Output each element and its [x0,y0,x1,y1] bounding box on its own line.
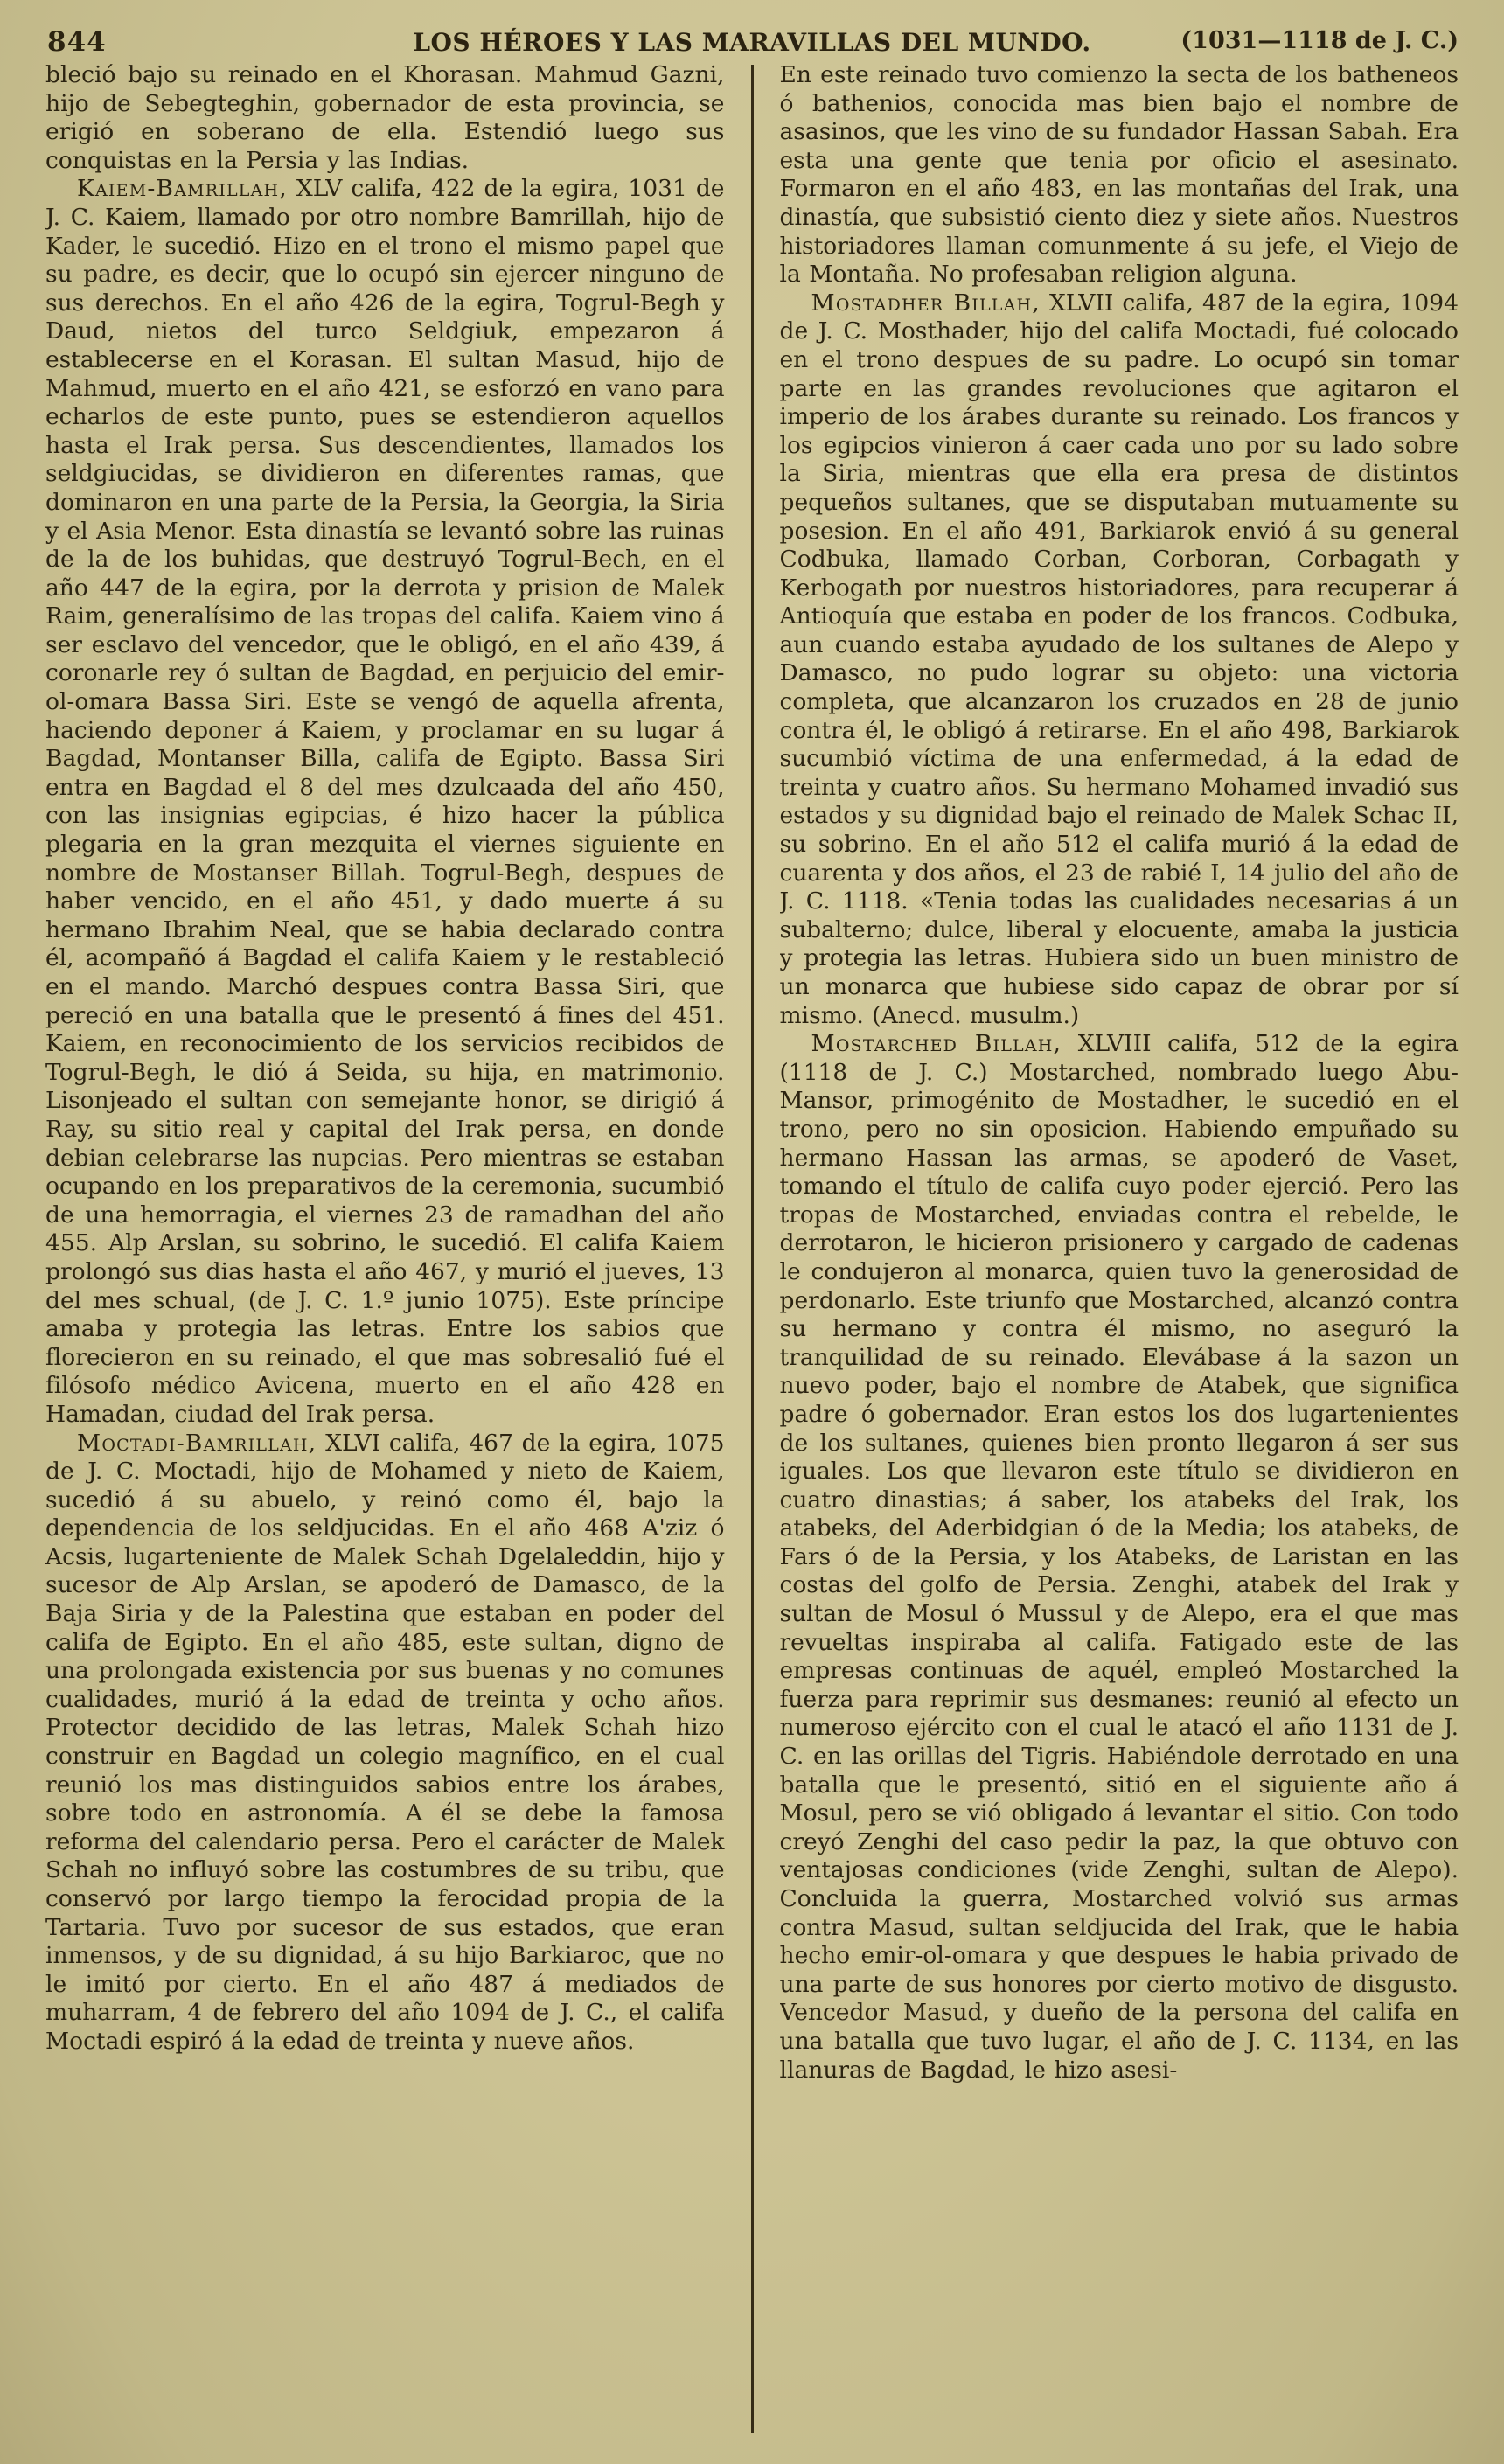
column-divider [751,65,754,2433]
entry-name: Mostadher Billah, [811,289,1041,317]
paragraph-text: En este reinado tuvo comienzo la secta de los batheneos ó bathenios, conocida mas bien bajo el nombre de asasinos, que les vino de su fundador Hassan Sabah. Era esta una gente que tenia por oficio el asesinato. Formaron en el año 483, en las montañas del Irak, una dinastía, que subsistió ciento diez y siete años. Nuestros historiadores llaman comunmente á su jefe, el Viejo de la Montaña. No profesaban religion alguna. [779,61,1459,289]
paragraph-batheneos [780,61,1459,289]
page-date-range: (1031—1118 de J. C.) [1180,27,1459,54]
entry-name: Moctadi-Bamrillah, [77,1429,317,1457]
left-column [45,61,725,2433]
paragraph-text: XLVII califa, 487 de la egira, 1094 de J. C. Mosthader, hijo del califa Moctadi, fué colocado en el trono despues de su padre. Lo ocupó sin tomar parte en las grandes revoluciones que agitaron el imperio de los árabes durante su reinado. Los francos y los egipcios vinieron á caer cada uno por su lado sobre la Siria, mientras que ella era presa de distintos pequeños sultanes, que se disputaban mutuamente su posesion. En el año 491, Barkiarok envió á su general Codbuka, llamado Corban, Corboran, Corbagath y Kerbogath por nuestros historiadores, para recuperar á Antioquía que estaba en poder de los francos. Codbuka, aun cuando estaba ayudado de los sultanes de Alepo y Damasco, no pudo lograr su objeto: una victoria completa, que alcanzaron los cruzados en 28 de junio contra él, le obligó á retirarse. En el año 498, Barkiarok sucumbió víctima de una enfermedad, á la edad de treinta y cuatro años. Su hermano Mohamed invadió sus estados y su dignidad bajo el reinado de Malek Schac II, su sobrino. En el año 512 el califa murió á la edad de cuarenta y dos años, el 23 de rabié I, 14 julio del año de J. C. 1118. «Tenia todas las cualidades necesarias á un subalterno; dulce, liberal y elocuente, amaba la justicia y protegia las letras. Hubiera sido un buen ministro de un monarca que hubiese sido capaz de obrar por sí mismo. (Anecd. musulm.) [779,289,1459,1029]
entry-name: Mostarched Billah, [811,1030,1062,1058]
entry-name: Kaiem-Bamrillah, [77,175,288,203]
paragraph-entry-moctadi [45,1430,725,2057]
paragraph-entry-kaiem [45,175,725,1429]
paragraph-continuation [45,61,725,175]
paragraph-entry-mostarched [780,1030,1459,2085]
right-column [780,61,1459,2433]
text-columns [45,61,1459,2433]
page-header [45,23,1459,61]
paragraph-text: bleció bajo su reinado en el Khorasan. Mahmud Gazni, hijo de Sebegteghin, gobernador de esta provincia, se erigió en soberano de ella. Estendió luego sus conquistas en la Persia y las Indias. [45,61,725,174]
paragraph-text: XLV califa, 422 de la egira, 1031 de J. C. Kaiem, llamado por otro nombre Bamrillah, hijo de Kader, le sucedió. Hizo en el trono el mismo papel que su padre, es decir, que lo ocupó sin ejercer ninguno de sus derechos. En el año 426 de la egira, Togrul-Begh y Daud, nietos del turco Seldgiuk, empezaron á establecerse en el Korasan. El sultan Masud, hijo de Mahmud, muerto en el año 421, se esforzó en vano para echarlos de este punto, pues se estendieron aquellos hasta el Irak persa. Sus descendientes, llamados los seldgiucidas, se dividieron en diferentes ramas, que dominaron en una parte de la Persia, la Georgia, la Siria y el Asia Menor. Esta dinastía se levantó sobre las ruinas de la de los buhidas, que destruyó Togrul-Bech, en el año 447 de la egira, por la derrota y prision de Malek Raim, generalísimo de las tropas del califa. Kaiem vino á ser esclavo del vencedor, que le obligó, en el año 439, á coronarle rey ó sultan de Bagdad, en perjuicio del emir-ol-omara Bassa Siri. Este se vengó de aquella afrenta, haciendo deponer á Kaiem, y proclamar en su lugar á Bagdad, Montanser Billa, califa de Egipto. Bassa Siri entra en Bagdad el 8 del mes dzulcaada del año 450, con las insignias egipcias, é hizo hacer la pública plegaria en la gran mezquita el viernes siguiente en nombre de Mostanser Billah. Togrul-Begh, despues de haber vencido, en el año 451, y dado muerte á su hermano Ibrahim Neal, que se habia declarado contra él, acompañó á Bagdad el califa Kaiem y le restableció en el mando. Marchó despues contra Bassa Siri, que pereció en una batalla que le presentó á fines del 451. Kaiem, en reconocimiento de los servicios recibidos de Togrul-Begh, le dió á Seida, su hija, en matrimonio. Lisonjeado el sultan con semejante honor, se dirigió á Ray, su sitio real y capital del Irak persa, en donde debian celebrarse las nupcias. Pero mientras se estaban ocupando en los preparativos de la ceremonia, sucumbió de una hemorragia, el viernes 23 de ramadhan del año 455. Alp Arslan, su sobrino, le sucedió. El califa Kaiem prolongó sus dias hasta el año 467, y murió el jueves, 13 del mes schual, (de J. C. 1.º junio 1075). Este príncipe amaba y protegia las letras. Entre los sabios que florecieron en su reinado, el que mas sobresalió fué el filósofo médico Avicena, muerto en el año 428 en Hamadan, ciudad del Irak persa. [45,175,725,1428]
paragraph-entry-mostadher [780,289,1459,1030]
page-title: LOS HÉROES Y LAS MARAVILLAS DEL MUNDO. [413,28,1091,57]
page-number: 844 [47,26,107,58]
paragraph-text: XLVI califa, 467 de la egira, 1075 de J. C. Moctadi, hijo de Mohamed y nieto de Kaiem, sucedió á su abuelo, y reinó como él, bajo la dependencia de los seldjucidas. En el año 468 A'ziz ó Acsis, lugarteniente de Malek Schah Dgelaleddin, hijo y sucesor de Alp Arslan, se apoderó de Damasco, de la Baja Siria y de la Palestina que estaban en poder del califa de Egipto. En el año 485, este sultan, digno de una prolongada existencia por sus buenas y no comunes cualidades, murió á la edad de treinta y ocho años. Protector decidido de las letras, Malek Schah hizo construir en Bagdad un colegio magnífico, en el cual reunió los mas distinguidos sabios entre los árabes, sobre todo en astronomía. A él se debe la famosa reforma del calendario persa. Pero el carácter de Malek Schah no influyó sobre las costumbres de su tribu, que conservó por largo tiempo la ferocidad propia de la Tartaria. Tuvo por sucesor de sus estados, que eran inmensos, y de su dignidad, á su hijo Barkiaroc, que no le imitó por cierto. En el año 487 á mediados de muharram, 4 de febrero del año 1094 de J. C., el califa Moctadi espiró á la edad de treinta y nueve años. [45,1429,725,2055]
paragraph-text: XLVIII califa, 512 de la egira (1118 de J. C.) Mostarched, nombrado luego Abu-Mansor, primogénito de Mostadher, le sucedió en el trono, pero no sin oposicion. Habiendo empuñado su hermano Hassan las armas, se apoderó de Vaset, tomando el título de califa cuyo poder ejerció. Pero las tropas de Mostarched, enviadas contra el rebelde, le derrotaron, le hicieron prisionero y cargado de cadenas le condujeron al monarca, quien tuvo la generosidad de perdonarlo. Este triunfo que Mostarched, alcanzó contra su hermano y contra él mismo, no aseguró la tranquilidad de su reinado. Elevábase á la sazon un nuevo poder, bajo el nombre de Atabek, que significa padre ó gobernador. Eran estos los dos lugartenientes de los sultanes, quienes bien pronto llegaron á ser sus iguales. Los que llevaron este título se dividieron en cuatro dinastias; á saber, los atabeks del Irak, los atabeks, del Aderbidgian ó de la Media; los atabeks, de Fars ó de la Persia, y los Atabeks, de Laristan en las costas del golfo de Persia. Zenghi, atabek del Irak y sultan de Mosul ó Mussul y de Alepo, era el que mas revueltas inspiraba al califa. Fatigado este de las empresas continuas de aquél, empleó Mostarched la fuerza para reprimir sus desmanes: reunió al efecto un numeroso ejército con el cual le atacó el año 1131 de J. C. en las orillas del Tigris. Habiéndole derrotado en una batalla que le presentó, sitió en el siguiente año á Mosul, pero se vió obligado á levantar el sitio. Con todo creyó Zenghi del caso pedir la paz, la que obtuvo con ventajosas condiciones (vide Zenghi, sultan de Alepo). Concluida la guerra, Mostarched volvió sus armas contra Masud, sultan seldjucida del Irak, que le habia hecho emir-ol-omara y que despues le habia privado de una parte de sus honores por cierto motivo de disgusto. Vencedor Masud, y dueño de la persona del califa en una batalla que tuvo lugar, el año de J. C. 1134, en las llanuras de Bagdad, le hizo asesi- [779,1030,1459,2084]
